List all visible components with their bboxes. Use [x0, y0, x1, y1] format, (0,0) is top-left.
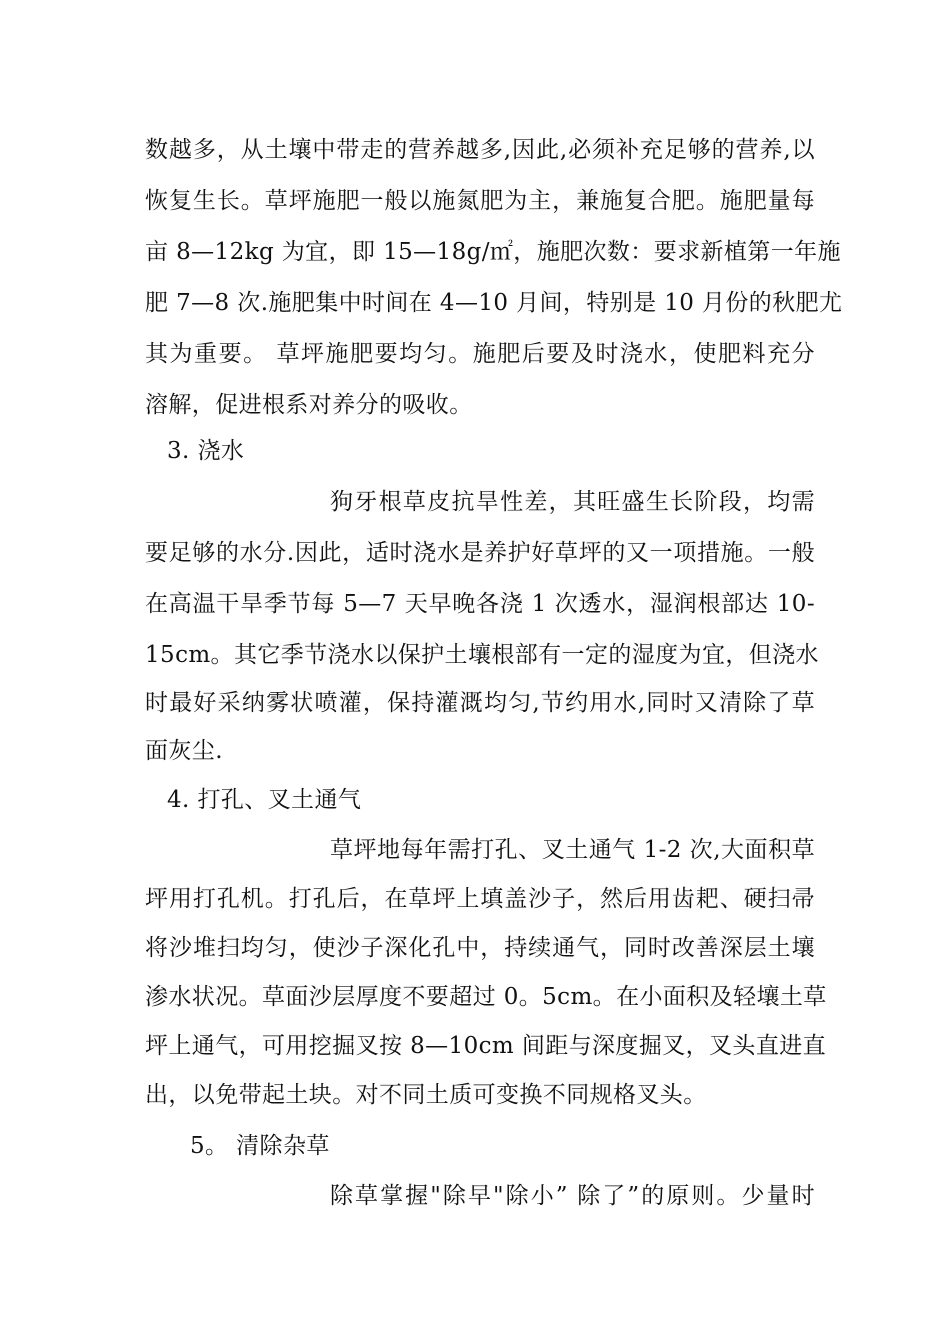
section-heading: 3. 浇水 [167, 438, 245, 464]
paragraph-line: 狗牙根草皮抗旱性差，其旺盛生长阶段，均需 [330, 489, 815, 515]
section-heading: 4. 打孔、叉土通气 [167, 787, 362, 813]
paragraph-line: 恢复生长。草坪施肥一般以施氮肥为主，兼施复合肥。施肥量每 [145, 188, 815, 214]
section-heading: 5。 清除杂草 [190, 1133, 330, 1159]
paragraph-line: 在高温干旱季节每 5—7 天早晚各浇 1 次透水，湿润根部达 10- [145, 591, 815, 617]
paragraph-line: 肥 7—8 次.施肥集中时间在 4—10 月间，特别是 10 月份的秋肥尤 [145, 290, 843, 316]
paragraph-line: 出，以免带起土块。对不同土质可变换不同规格叉头。 [145, 1082, 707, 1108]
paragraph-line: 数越多，从土壤中带走的营养越多,因此,必须补充足够的营养,以 [145, 137, 815, 163]
paragraph-line: 将沙堆扫均匀，使沙子深化孔中，持续通气，同时改善深层土壤 [145, 935, 815, 961]
paragraph-line: 坪用打孔机。打孔后，在草坪上填盖沙子，然后用齿耙、硬扫帚 [145, 886, 815, 912]
paragraph-line: 渗水状况。草面沙层厚度不要超过 0。5cm。在小面积及轻壤土草 [145, 984, 827, 1010]
paragraph-line: 亩 8—12kg 为宜，即 15—18g/㎡，施肥次数：要求新植第一年施 [145, 239, 841, 265]
paragraph-line: 草坪地每年需打孔、叉土通气 1-2 次,大面积草 [330, 837, 815, 863]
paragraph-line: 时最好采纳雾状喷灌，保持灌溉均匀,节约用水,同时又清除了草 [145, 690, 815, 716]
paragraph-line: 要足够的水分.因此，适时浇水是养护好草坪的又一项措施。一般 [145, 540, 815, 566]
paragraph-line: 除草掌握"除早"除小” 除了”的原则。少量时 [330, 1183, 815, 1209]
paragraph-line: 面灰尘. [145, 738, 223, 764]
paragraph-line: 溶解，促进根系对养分的吸收。 [145, 392, 473, 418]
paragraph-line: 15cm。其它季节浇水以保护土壤根部有一定的湿度为宜，但浇水 [145, 642, 819, 668]
paragraph-line: 坪上通气，可用挖掘叉按 8—10cm 间距与深度掘叉，叉头直进直 [145, 1033, 827, 1059]
paragraph-line: 其为重要。 草坪施肥要均匀。施肥后要及时浇水，使肥料充分 [145, 341, 815, 367]
